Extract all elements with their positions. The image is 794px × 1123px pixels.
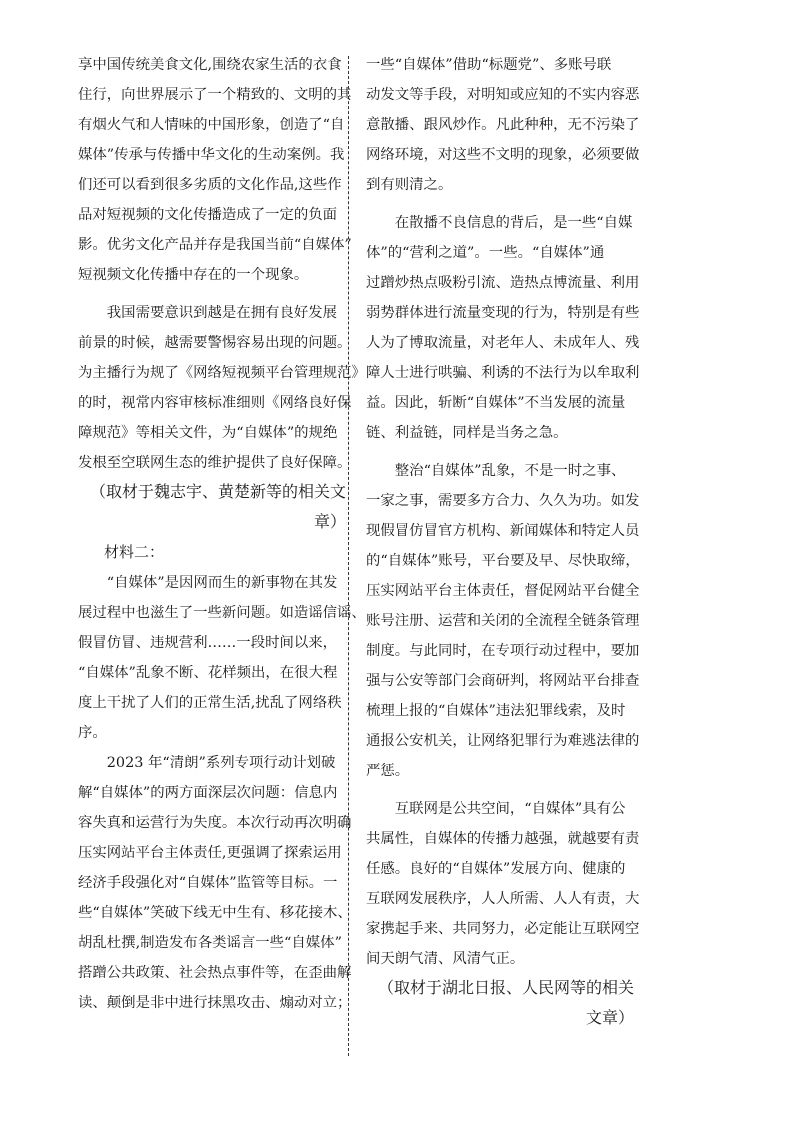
source-citation: （取材于湖北日报、人民网等的相关 <box>377 980 634 997</box>
text-line: 压实网站平台主体责任,更强调了探索运用 <box>78 845 342 861</box>
text-line: 意散播、跟风炒作。凡此种种，无不污染了 <box>366 117 640 133</box>
text-line: 账号注册、运营和关闭的全流程全链条管理 <box>366 613 640 629</box>
text-line: “自媒体”乱象不断、花样频出，在很大程 <box>78 665 338 681</box>
text-line: 为主播行为规了《网络短视频平台管理规范》 <box>78 365 366 381</box>
text-line: 品对短视频的文化传播造成了一定的负面 <box>78 207 338 223</box>
text-line: 读、颠倒是非中进行抹黑攻击、煽动对立； <box>78 995 352 1011</box>
text-line: 网络环境，对这些不文明的现象，必须要做 <box>366 147 640 163</box>
text-line: 制度。与此同时，在专项行动过程中，要加 <box>366 643 640 659</box>
text-line: 链、利益链，同样是当务之急。 <box>366 425 568 441</box>
text-line: 前景的时候，越需要警惕容易出现的问题。 <box>78 335 352 351</box>
text-line: 间天朗气清、风清气正。 <box>366 951 525 967</box>
source-citation: 文章） <box>585 1010 634 1027</box>
text-line: 弱势群体进行流量变现的行为，特别是有些 <box>366 305 640 321</box>
text-line: 动发文等手段，对明知或应知的不实内容恶 <box>366 87 640 103</box>
text-line: 假冒仿冒、违规营利……一段时间以来， <box>78 635 338 651</box>
text-line: 影。优劣文化产品并存是我国当前“自媒体” <box>78 237 352 253</box>
text-line: 享中国传统美食文化,围绕农家生活的衣食 <box>78 57 342 73</box>
text-line: 容失真和运营行为失度。本次行动再次明确 <box>78 815 352 831</box>
left-column <box>78 50 366 1018</box>
text-line: 有烟火气和人情味的中国形象，创造了“自 <box>78 117 345 133</box>
right-column <box>366 50 640 1034</box>
text-line: 过蹭炒热点吸粉引流、造热点博流量、利用 <box>366 275 640 291</box>
text-line: 压实网站平台主体责任，督促网站平台健全 <box>366 583 640 599</box>
text-line: 互联网是公共空间，“自媒体”具有公 <box>366 801 626 817</box>
text-line: 家携起手来、共同努力，必定能让互联网空 <box>366 921 640 937</box>
text-line: 通报公安机关，让网络犯罪行为难逃法律的 <box>366 733 640 749</box>
text-line: 共属性，自媒体的传播力越强，就越要有责 <box>366 831 640 847</box>
text-line: 梳理上报的“自媒体”违法犯罪线索，及时 <box>366 703 626 719</box>
text-line: 的时，视常内容审核标准细则《网络良好保 <box>78 395 352 411</box>
text-line: 障规范》等相关文件，为“自媒体”的规绝 <box>78 425 338 441</box>
text-line: 发根至空联网生态的维护提供了良好保障。 <box>78 455 352 471</box>
text-line: 到有则清之。 <box>366 177 453 193</box>
text-line: 强与公安等部门会商研判，将网站平台排查 <box>366 673 640 689</box>
source-citation: （取材于魏志宇、黄楚新等的相关文 <box>89 484 346 501</box>
text-line: 的“自媒体”账号，平台要及早、尽快取缔， <box>366 553 640 569</box>
text-line: 解“自媒体”的两方面深层次问题：信息内 <box>78 785 338 801</box>
text-line: 一些“自媒体”借助“标题党”、多账号联 <box>366 57 612 73</box>
text-line: 障人士进行哄骗、利诱的不法行为以牟取利 <box>366 365 640 381</box>
text-line: 媒体”传承与传播中华文化的生动案例。我 <box>78 147 345 163</box>
text-line: 短视频文化传播中存在的一个现象。 <box>78 267 309 283</box>
text-line: 胡乱杜撰,制造发布各类谣言一些“自媒体” <box>78 935 342 951</box>
text-line: 经济手段强化对“自媒体”监管等目标。一 <box>78 875 338 891</box>
text-line: 我国需要意识到越是在拥有良好发展 <box>78 305 338 321</box>
text-line: 严惩。 <box>366 763 410 779</box>
text-line: 2023 年“清朗”系列专项行动计划破 <box>78 755 336 771</box>
text-line: 住行，向世界展示了一个精致的、文明的其 <box>78 87 352 103</box>
text-line: 们还可以看到很多劣质的文化作品,这些作 <box>78 177 342 193</box>
text-line: 现假冒仿冒官方机构、新闻媒体和特定人员 <box>366 523 640 539</box>
text-line: 度上干扰了人们的正常生活,扰乱了网络秩 <box>78 695 342 711</box>
material-label: 材料二： <box>104 545 165 561</box>
text-line: 互联网发展秩序，人人所需、人人有责，大 <box>366 891 640 907</box>
source-citation: 章） <box>313 514 346 531</box>
text-line: 人为了博取流量，对老年人、未成年人、残 <box>366 335 640 351</box>
text-line: 整治“自媒体”乱象，不是一时之事、 <box>366 463 626 479</box>
text-line: “自媒体”是因网而生的新事物在其发 <box>78 575 338 591</box>
text-line: 益。因此，斩断“自媒体”不当发展的流量 <box>366 395 626 411</box>
text-line: 一家之事，需要多方合力、久久为功。如发 <box>366 493 640 509</box>
text-line: 在散播不良信息的背后，是一些“自媒 <box>366 215 633 231</box>
text-line: 搭蹭公共政策、社会热点事件等，在歪曲解 <box>78 965 352 981</box>
text-line: 展过程中也滋生了一些新问题。如造谣信谣、 <box>78 605 366 621</box>
text-line: 任感。良好的“自媒体”发展方向、健康的 <box>366 861 626 877</box>
text-line: 些“自媒体”笑破下线无中生有、移花接木、 <box>78 905 352 921</box>
text-line: 体”的“营利之道”。一些。“自媒体”通 <box>366 245 605 261</box>
text-line: 序。 <box>78 725 107 741</box>
